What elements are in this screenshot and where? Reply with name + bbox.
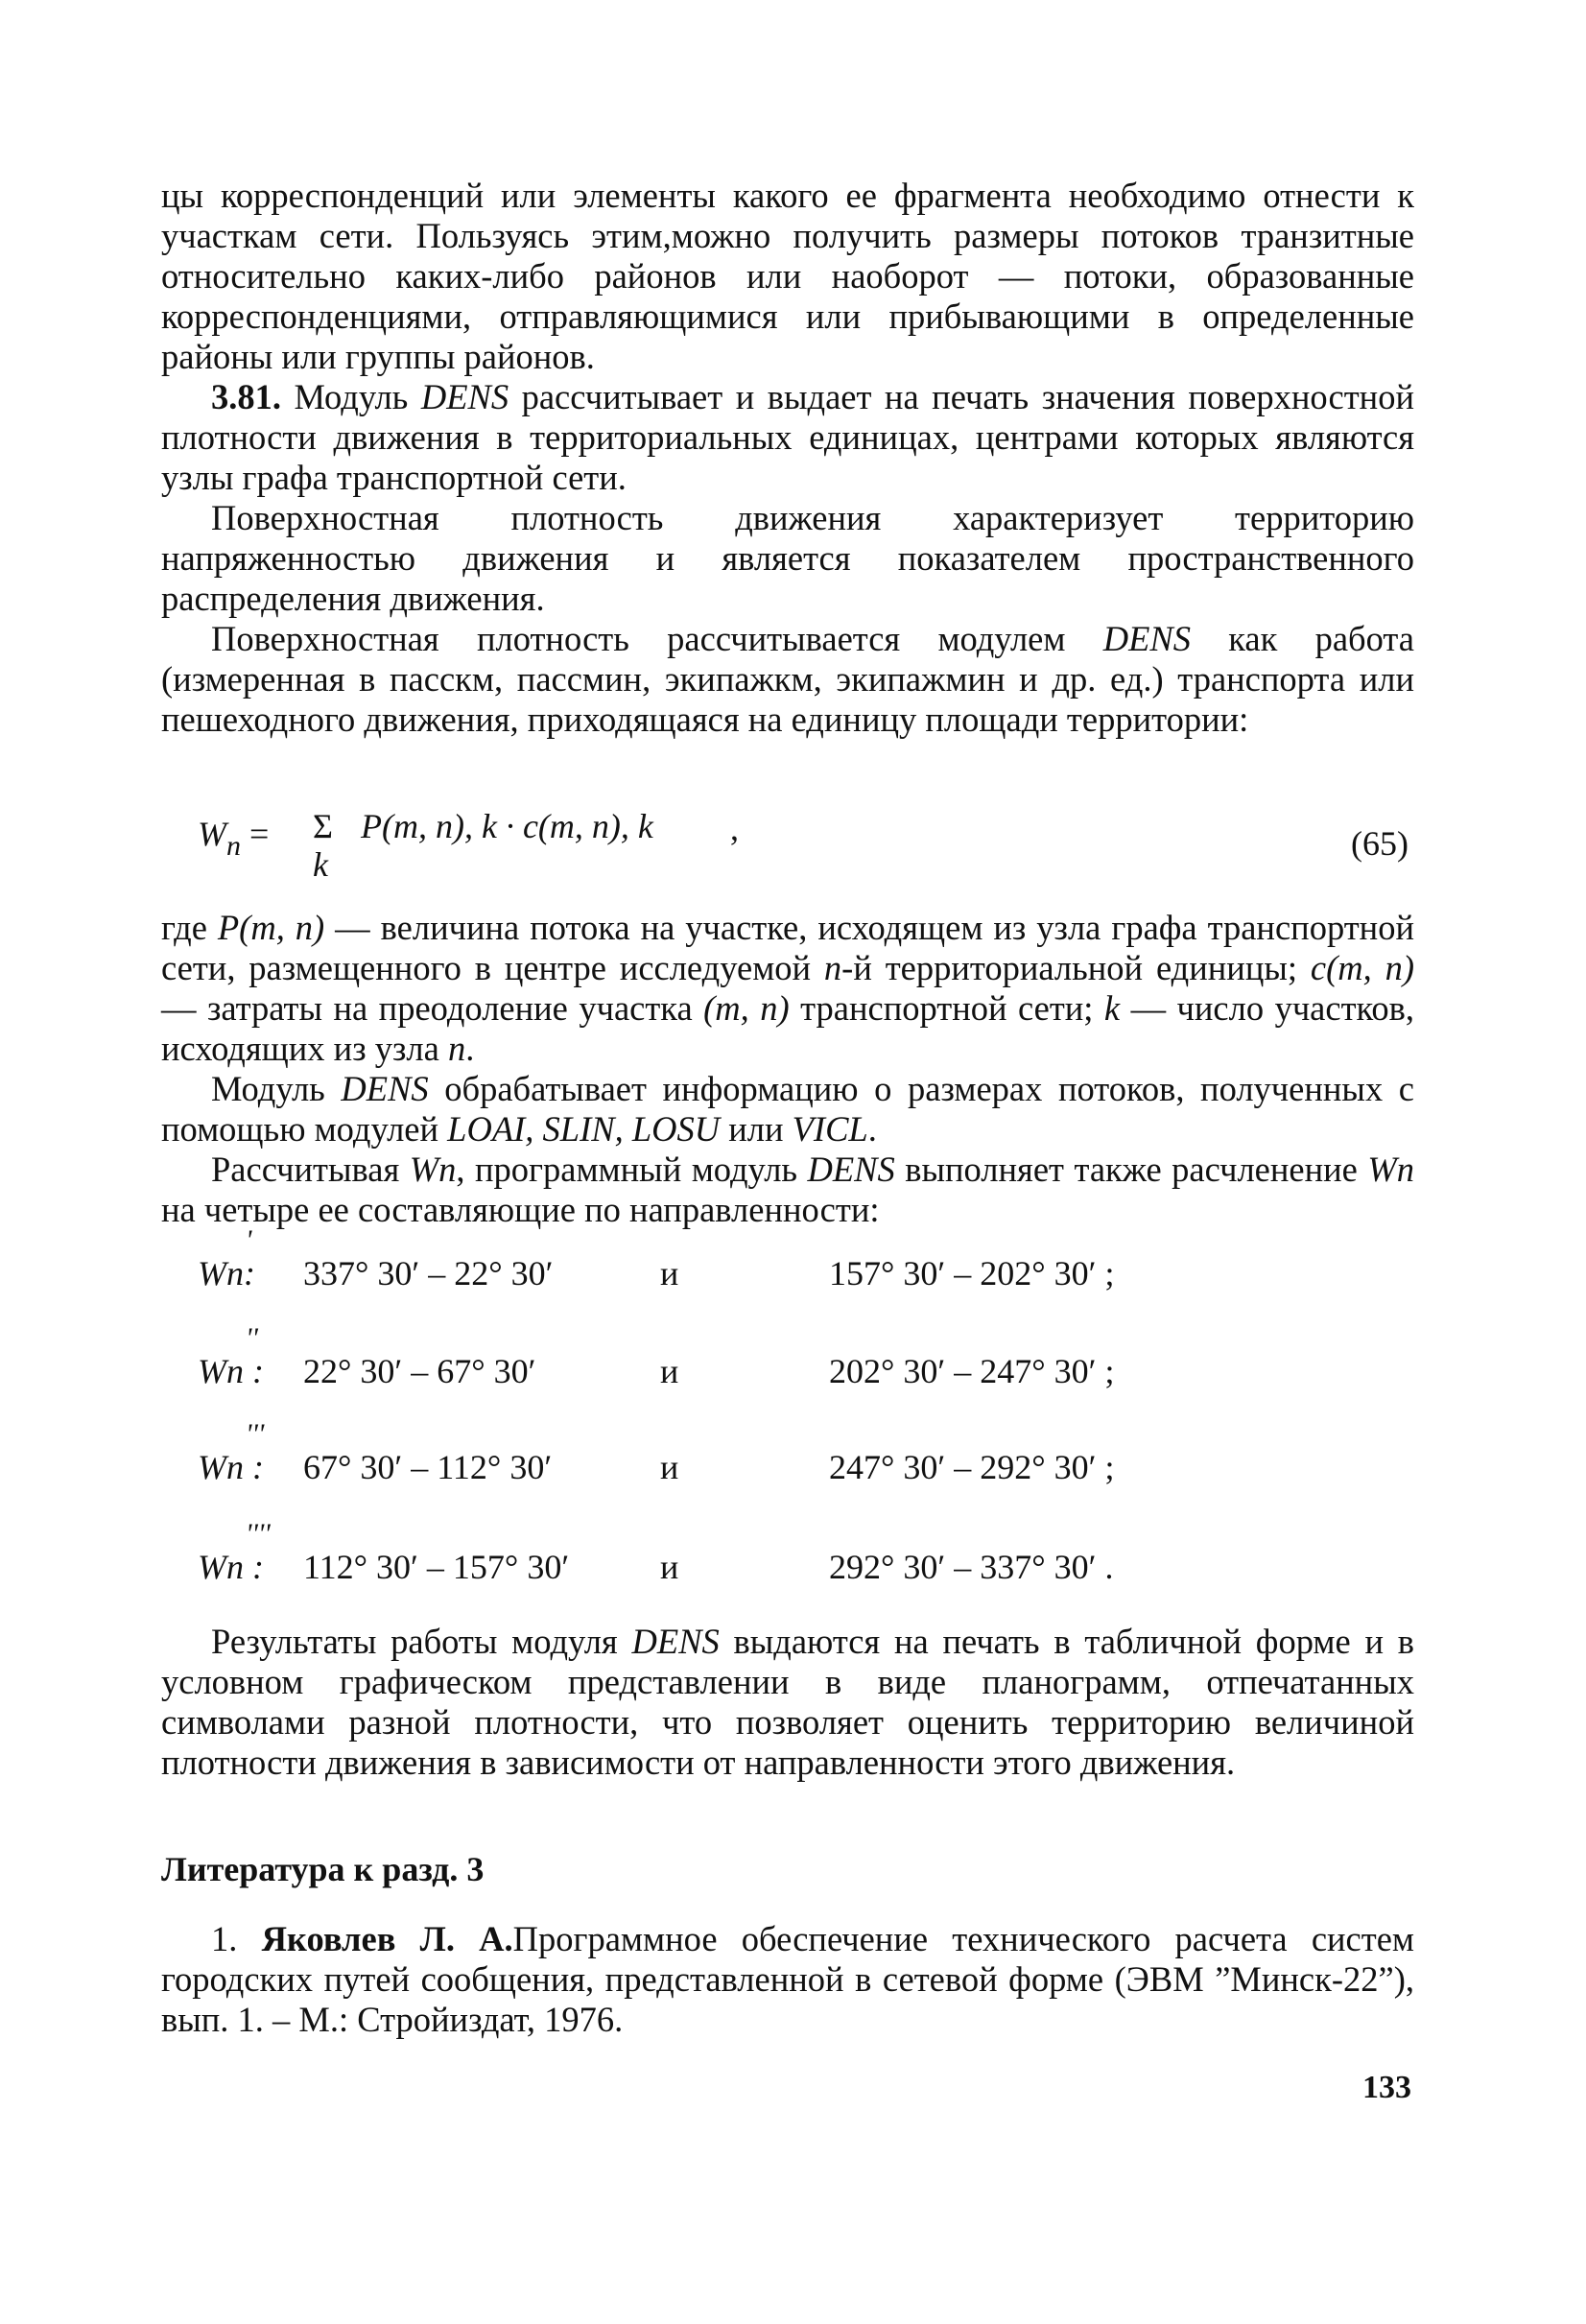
sum-sign: Σ	[313, 807, 333, 845]
body-text-lower	[161, 1622, 1414, 1783]
paragraph-intro: цы корреспонденций или элементы какого ее фрагмента необходимо отнести к участкам сети. Пользуясь этим,можно получить размеры потоков транзитные относительно каких-либо районов или наоборот — потоки, образованные корреспонденциями, отправляющимися или прибывающими в определенные районы или группы районов.	[161, 176, 1414, 376]
module-name-vicl: VICL	[792, 1109, 868, 1149]
text-span: Рассчитывая	[211, 1150, 410, 1189]
symbol-mn: (m, n)	[703, 988, 790, 1028]
direction-range-1: 22° 30′ – 67° 30′	[303, 1352, 536, 1390]
symbol-wn: Wn	[409, 1150, 457, 1189]
text-span: Модуль	[281, 377, 421, 416]
prime-marks: ''	[246, 1322, 258, 1354]
formula-lhs	[198, 814, 270, 862]
direction-range-2: 292° 30′ – 337° 30′ .	[829, 1548, 1114, 1586]
literature-item	[161, 1919, 1414, 2040]
module-names: LOAI, SLIN, LOSU	[447, 1109, 721, 1149]
direction-range-2: 247° 30′ – 292° 30′ ;	[829, 1448, 1115, 1486]
text-span: выдаются на печать в табличной форме и в условном графическом представлении в виде планограмм, отпечатанных символами разной плотности, что позволяет оценить территорию величиной плотности движения в зависимости от направленности этого движения.	[161, 1622, 1415, 1782]
direction-range-2: 202° 30′ – 247° 30′ ;	[829, 1352, 1115, 1390]
formula-65	[198, 806, 1414, 902]
text-span: .	[867, 1109, 877, 1149]
symbol-k: k	[1103, 988, 1121, 1028]
prime-marks: ''''	[246, 1518, 271, 1550]
section-number: 3.81.	[211, 377, 281, 416]
direction-range-1: 337° 30′ – 22° 30′	[303, 1254, 554, 1292]
direction-label: Wn :	[198, 1352, 264, 1390]
text-span: Поверхностная плотность рассчитывается модулем	[211, 619, 1103, 658]
paragraph-module	[161, 1069, 1414, 1150]
direction-and: и	[660, 1548, 679, 1586]
text-span: транспортной сети;	[789, 988, 1104, 1028]
text-span: — величина потока на участке, исходящем из узла графа транспортной сети, размещенного в центре исследуемой	[161, 908, 1414, 987]
literature-heading: Литература к разд. 3	[161, 1850, 485, 1888]
module-name-dens: DENS	[420, 377, 509, 416]
formula-subscript: n	[226, 830, 241, 862]
direction-range-1: 67° 30′ – 112° 30′	[303, 1448, 553, 1486]
direction-range-2: 157° 30′ – 202° 30′ ;	[829, 1254, 1115, 1292]
paragraph-calculation	[161, 619, 1414, 740]
symbol-n: n	[447, 1029, 466, 1068]
prime-marks: '''	[246, 1418, 265, 1450]
paragraph-3-81	[161, 377, 1414, 498]
symbol-wn: Wn	[1367, 1150, 1414, 1189]
prime-marks: '	[246, 1224, 252, 1256]
direction-label: Wn:	[198, 1254, 255, 1292]
text-span: , программный модуль	[456, 1150, 808, 1189]
text-span: рассчитывает и выдает на печать значения поверхностной плотности движения в территориальных единицах, центрами которых являются узлы графа транспортной сети.	[161, 377, 1414, 497]
body-text-upper	[161, 176, 1414, 740]
literature-list	[161, 1919, 1414, 2040]
text-span: обрабатывает информацию о размерах потоков, полученных с помощью модулей	[161, 1069, 1414, 1149]
paragraph-surface-density: Поверхностная плотность движения характеризует территорию напряженностью движения и является показателем пространственного распределения движения.	[161, 498, 1414, 618]
direction-row-4	[198, 1518, 1253, 1604]
symbol-n: n	[823, 948, 842, 987]
text-span: — затраты на преодоление участка	[161, 988, 704, 1028]
page-number: 133	[1362, 2070, 1411, 2105]
formula-equals: =	[241, 815, 270, 853]
paragraph-where	[161, 908, 1414, 1069]
text-span: на четыре ее составляющие по направленности:	[161, 1190, 880, 1229]
module-name-dens: DENS	[341, 1069, 429, 1108]
direction-label: Wn :	[198, 1548, 264, 1586]
text-span: .	[465, 1029, 475, 1068]
direction-and: и	[660, 1254, 679, 1292]
paragraph-results	[161, 1622, 1414, 1783]
text-span: Результаты работы модуля	[211, 1622, 632, 1661]
symbol-c: c(m, n)	[1310, 948, 1414, 987]
text-span: или	[720, 1109, 793, 1149]
paragraph-split	[161, 1150, 1414, 1230]
item-number: 1.	[211, 1919, 238, 1958]
sum-index: k	[313, 845, 328, 884]
text-span: — число участков, исходящих из узла	[161, 988, 1415, 1068]
body-text-middle	[161, 908, 1414, 1230]
text-span: -й территориальной единицы;	[841, 948, 1311, 987]
module-name-dens: DENS	[807, 1150, 895, 1189]
item-text: Программное обеспечение технического расчета систем городских путей сообщения, представленной в сетевой форме (ЭВМ ”Минск-22”), вып. 1. – М.: Стройиздат, 1976.	[161, 1919, 1414, 2039]
item-author: Яковлев Л. А.	[261, 1919, 513, 1958]
formula-terms: P(m, n), k · c(m, n), k	[361, 807, 653, 845]
module-name-dens: DENS	[631, 1622, 720, 1661]
equation-number: (65)	[1351, 824, 1408, 863]
direction-range-1: 112° 30′ – 157° 30′	[303, 1548, 570, 1586]
formula-w: W	[198, 815, 226, 853]
direction-row-3	[198, 1418, 1253, 1505]
symbol-p: P(m, n)	[217, 908, 325, 947]
module-name-dens: DENS	[1102, 619, 1191, 658]
formula-comma: ,	[730, 809, 739, 847]
direction-row-1	[198, 1224, 1253, 1311]
text-span: как работа (измеренная в пасскм, пассмин, экипажкм, экипажмин и др. ед.) транспорта или пешеходного движения, приходящаяся на единицу площади территории:	[161, 619, 1414, 739]
direction-row-2	[198, 1322, 1253, 1409]
direction-label: Wn :	[198, 1448, 264, 1486]
direction-and: и	[660, 1448, 679, 1486]
text-span: Модуль	[211, 1069, 342, 1108]
direction-and: и	[660, 1352, 679, 1390]
text-span: выполняет также расчленение	[894, 1150, 1368, 1189]
text-span: где	[161, 908, 218, 947]
